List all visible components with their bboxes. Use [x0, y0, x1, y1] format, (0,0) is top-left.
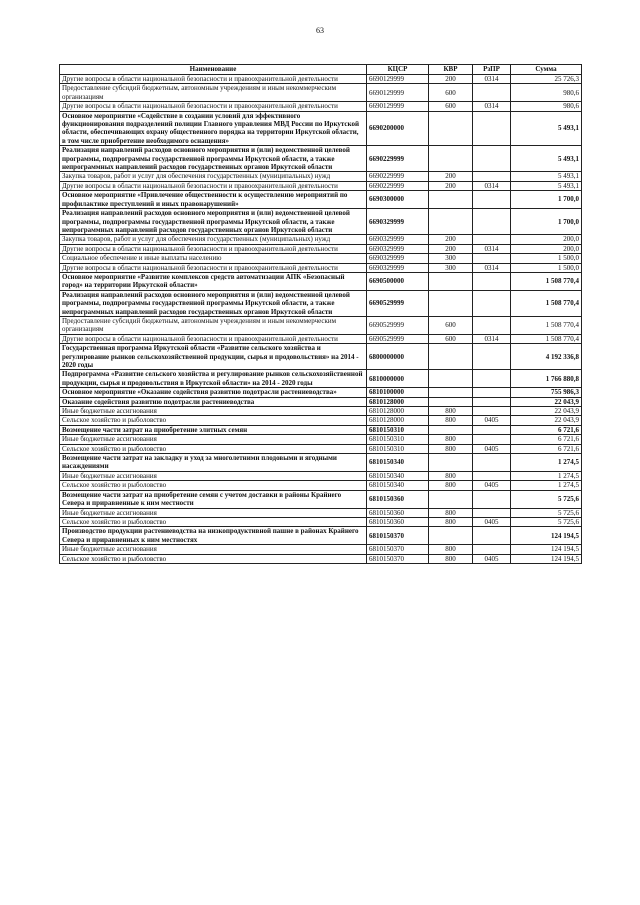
sum-cell: 1 508 770,4 — [511, 334, 582, 343]
name-cell: Подпрограмма «Развитие сельского хозяйства и регулирование рынков сельскохозяйственной продукции, сырья и продовольствия в Иркутской области» на 2014 - 2020 годы — [60, 370, 367, 388]
name-cell: Иные бюджетные ассигнования — [60, 508, 367, 517]
kcsr-cell: 6690329999 — [367, 209, 429, 235]
sum-cell: 5 493,1 — [511, 111, 582, 146]
rzpr-cell: 0314 — [473, 102, 511, 111]
name-cell: Другие вопросы в области национальной безопасности и правоохранительной деятельности — [60, 334, 367, 343]
sum-cell: 25 726,3 — [511, 75, 582, 84]
kvr-cell: 200 — [429, 244, 473, 253]
rzpr-cell — [473, 388, 511, 397]
rzpr-cell — [473, 172, 511, 181]
kcsr-cell: 6800000000 — [367, 344, 429, 370]
sum-cell: 1 700,0 — [511, 209, 582, 235]
kcsr-cell: 6810150310 — [367, 444, 429, 453]
name-cell: Возмещение части затрат на приобретение семян с учетом доставки в районы Крайнего Севера и приравненные к ним местности — [60, 490, 367, 508]
name-cell: Сельское хозяйство и рыболовство — [60, 517, 367, 526]
name-cell: Сельское хозяйство и рыболовство — [60, 481, 367, 490]
sum-cell: 200,0 — [511, 244, 582, 253]
name-cell: Возмещение части затрат на закладку и уход за многолетними плодовыми и ягодными насаждениями — [60, 454, 367, 472]
kcsr-cell: 6690229999 — [367, 172, 429, 181]
kvr-cell — [429, 209, 473, 235]
rzpr-cell — [473, 344, 511, 370]
kvr-cell — [429, 272, 473, 290]
name-cell: Другие вопросы в области национальной безопасности и правоохранительной деятельности — [60, 102, 367, 111]
sum-cell: 1 508 770,4 — [511, 272, 582, 290]
rzpr-cell: 0314 — [473, 263, 511, 272]
table-row — [60, 388, 582, 397]
sum-cell: 5 725,6 — [511, 508, 582, 517]
name-cell: Предоставление субсидий бюджетным, автономным учреждениям и иным некоммерческим организациям — [60, 84, 367, 102]
kvr-cell — [429, 397, 473, 406]
rzpr-cell — [473, 490, 511, 508]
sum-cell: 5 725,6 — [511, 490, 582, 508]
table-row — [60, 407, 582, 416]
kvr-cell — [429, 490, 473, 508]
rzpr-cell: 0405 — [473, 517, 511, 526]
kvr-cell: 800 — [429, 444, 473, 453]
table-row — [60, 181, 582, 190]
table-row — [60, 471, 582, 480]
name-cell: Сельское хозяйство и рыболовство — [60, 416, 367, 425]
rzpr-cell: 0405 — [473, 554, 511, 563]
kvr-cell — [429, 370, 473, 388]
table-row — [60, 172, 582, 181]
kcsr-cell: 6810100000 — [367, 388, 429, 397]
rzpr-cell — [473, 454, 511, 472]
kvr-cell: 800 — [429, 517, 473, 526]
table-row — [60, 75, 582, 84]
sum-cell: 6 721,6 — [511, 435, 582, 444]
kvr-cell — [429, 388, 473, 397]
kcsr-cell: 6690500000 — [367, 272, 429, 290]
name-cell: Иные бюджетные ассигнования — [60, 407, 367, 416]
page-number: 63 — [316, 26, 324, 35]
kcsr-cell: 6690129999 — [367, 102, 429, 111]
sum-cell: 1 274,5 — [511, 481, 582, 490]
kcsr-cell: 6810150360 — [367, 490, 429, 508]
table-row — [60, 334, 582, 343]
kvr-cell: 600 — [429, 102, 473, 111]
rzpr-cell: 0405 — [473, 481, 511, 490]
kcsr-cell: 6690329999 — [367, 244, 429, 253]
header-name: Наименование — [60, 65, 367, 75]
kvr-cell: 200 — [429, 172, 473, 181]
kvr-cell: 200 — [429, 75, 473, 84]
table-row — [60, 244, 582, 253]
kvr-cell — [429, 191, 473, 209]
sum-cell: 6 721,6 — [511, 444, 582, 453]
kvr-cell — [429, 146, 473, 172]
sum-cell: 1 508 770,4 — [511, 290, 582, 316]
kcsr-cell: 6810000000 — [367, 370, 429, 388]
name-cell: Производство продукции растениеводства на низкопродуктивной пашне в районах Крайнего Севера и приравненных к ним местностях — [60, 527, 367, 545]
kvr-cell: 800 — [429, 545, 473, 554]
table-row — [60, 191, 582, 209]
name-cell: Реализация направлений расходов основного мероприятия и (или) ведомственной целевой программы, подпрограммы государственной программы Иркутской области, а также непрограммных направлений расходов государственных органов Иркутской области — [60, 146, 367, 172]
table-row — [60, 84, 582, 102]
name-cell: Основное мероприятие «Оказание содействия развитию подотрасли растениеводства» — [60, 388, 367, 397]
table-row — [60, 435, 582, 444]
sum-cell: 1 500,0 — [511, 254, 582, 263]
kvr-cell: 800 — [429, 435, 473, 444]
kvr-cell: 300 — [429, 254, 473, 263]
rzpr-cell — [473, 508, 511, 517]
kvr-cell: 800 — [429, 508, 473, 517]
table-row — [60, 545, 582, 554]
rzpr-cell: 0314 — [473, 75, 511, 84]
table-row — [60, 454, 582, 472]
kvr-cell: 800 — [429, 416, 473, 425]
name-cell: Сельское хозяйство и рыболовство — [60, 554, 367, 563]
kcsr-cell: 6810150360 — [367, 517, 429, 526]
table-body — [60, 75, 582, 564]
name-cell: Реализация направлений расходов основного мероприятия и (или) ведомственной целевой программы, подпрограммы государственной программы Иркутской области, а также непрограммных направлений расходов государственных органов Иркутской области — [60, 209, 367, 235]
kcsr-cell: 6690129999 — [367, 84, 429, 102]
kcsr-cell: 6810150340 — [367, 454, 429, 472]
table-row — [60, 316, 582, 334]
kcsr-cell: 6810150310 — [367, 425, 429, 434]
kcsr-cell: 6690329999 — [367, 235, 429, 244]
table-row — [60, 425, 582, 434]
table-row — [60, 290, 582, 316]
rzpr-cell — [473, 435, 511, 444]
table-row — [60, 416, 582, 425]
sum-cell: 5 493,1 — [511, 146, 582, 172]
sum-cell: 200,0 — [511, 235, 582, 244]
rzpr-cell: 0405 — [473, 444, 511, 453]
sum-cell: 755 986,3 — [511, 388, 582, 397]
rzpr-cell — [473, 290, 511, 316]
kcsr-cell: 6810150310 — [367, 435, 429, 444]
rzpr-cell — [473, 209, 511, 235]
name-cell: Иные бюджетные ассигнования — [60, 435, 367, 444]
kvr-cell: 800 — [429, 481, 473, 490]
kvr-cell — [429, 344, 473, 370]
table-row — [60, 254, 582, 263]
kvr-cell: 200 — [429, 235, 473, 244]
kcsr-cell: 6690200000 — [367, 111, 429, 146]
rzpr-cell — [473, 146, 511, 172]
sum-cell: 980,6 — [511, 84, 582, 102]
name-cell: Реализация направлений расходов основного мероприятия и (или) ведомственной целевой программы, подпрограммы государственной программы Иркутской области, а также непрограммных направлений расходов государственных органов Иркутской области — [60, 290, 367, 316]
header-sum: Сумма — [511, 65, 582, 75]
name-cell: Закупка товаров, работ и услуг для обеспечения государственных (муниципальных) нужд — [60, 235, 367, 244]
rzpr-cell — [473, 316, 511, 334]
kcsr-cell: 6810150370 — [367, 554, 429, 563]
rzpr-cell — [473, 397, 511, 406]
sum-cell: 1 500,0 — [511, 263, 582, 272]
rzpr-cell — [473, 84, 511, 102]
sum-cell: 5 493,1 — [511, 181, 582, 190]
kcsr-cell: 6810128000 — [367, 397, 429, 406]
name-cell: Основное мероприятие «Содействие в создании условий для эффективного функционирования подразделений полиции Главного управления МВД России по Иркутской области, обеспечивающих охрану общественного порядка на территории Иркутской области, в том числе приобретение необходимого оснащения» — [60, 111, 367, 146]
table-row — [60, 102, 582, 111]
table-row — [60, 527, 582, 545]
kcsr-cell: 6810150340 — [367, 471, 429, 480]
name-cell: Иные бюджетные ассигнования — [60, 545, 367, 554]
rzpr-cell — [473, 235, 511, 244]
kcsr-cell: 6690229999 — [367, 181, 429, 190]
table-row — [60, 370, 582, 388]
table-row — [60, 272, 582, 290]
kcsr-cell: 6690329999 — [367, 263, 429, 272]
kvr-cell: 200 — [429, 181, 473, 190]
header-kvr: КВР — [429, 65, 473, 75]
kvr-cell: 600 — [429, 334, 473, 343]
table-row — [60, 344, 582, 370]
kcsr-cell: 6810128000 — [367, 416, 429, 425]
sum-cell: 124 194,5 — [511, 527, 582, 545]
kvr-cell: 600 — [429, 84, 473, 102]
rzpr-cell — [473, 254, 511, 263]
table-row — [60, 209, 582, 235]
kvr-cell: 800 — [429, 407, 473, 416]
table-row — [60, 444, 582, 453]
sum-cell: 1 274,5 — [511, 471, 582, 480]
rzpr-cell: 0314 — [473, 181, 511, 190]
kcsr-cell: 6690229999 — [367, 146, 429, 172]
kcsr-cell: 6690529999 — [367, 334, 429, 343]
rzpr-cell: 0314 — [473, 334, 511, 343]
kvr-cell: 300 — [429, 263, 473, 272]
kcsr-cell: 6810150340 — [367, 481, 429, 490]
kvr-cell — [429, 425, 473, 434]
name-cell: Сельское хозяйство и рыболовство — [60, 444, 367, 453]
sum-cell: 1 274,5 — [511, 454, 582, 472]
kcsr-cell: 6690529999 — [367, 290, 429, 316]
name-cell: Основное мероприятие «Развитие комплексов средств автоматизации АПК «Безопасный город» на территории Иркутской области» — [60, 272, 367, 290]
sum-cell: 980,6 — [511, 102, 582, 111]
sum-cell: 5 493,1 — [511, 172, 582, 181]
kcsr-cell: 6810128000 — [367, 407, 429, 416]
sum-cell: 22 043,9 — [511, 397, 582, 406]
sum-cell: 1 766 880,8 — [511, 370, 582, 388]
table-row — [60, 490, 582, 508]
table-row — [60, 111, 582, 146]
name-cell: Другие вопросы в области национальной безопасности и правоохранительной деятельности — [60, 263, 367, 272]
kcsr-cell: 6690329999 — [367, 254, 429, 263]
name-cell: Другие вопросы в области национальной безопасности и правоохранительной деятельности — [60, 75, 367, 84]
sum-cell: 6 721,6 — [511, 425, 582, 434]
kvr-cell: 800 — [429, 471, 473, 480]
rzpr-cell — [473, 111, 511, 146]
sum-cell: 124 194,5 — [511, 545, 582, 554]
rzpr-cell — [473, 407, 511, 416]
sum-cell: 22 043,9 — [511, 407, 582, 416]
table-row — [60, 481, 582, 490]
sum-cell: 1 700,0 — [511, 191, 582, 209]
name-cell: Другие вопросы в области национальной безопасности и правоохранительной деятельности — [60, 244, 367, 253]
table-row — [60, 146, 582, 172]
kcsr-cell: 6810150360 — [367, 508, 429, 517]
rzpr-cell — [473, 527, 511, 545]
rzpr-cell — [473, 272, 511, 290]
name-cell: Возмещение части затрат на приобретение элитных семян — [60, 425, 367, 434]
rzpr-cell — [473, 545, 511, 554]
name-cell: Оказание содействия развитию подотрасли растениеводства — [60, 397, 367, 406]
kcsr-cell: 6690300000 — [367, 191, 429, 209]
rzpr-cell — [473, 425, 511, 434]
name-cell: Иные бюджетные ассигнования — [60, 471, 367, 480]
name-cell: Социальное обеспечение и иные выплаты населению — [60, 254, 367, 263]
budget-table — [59, 64, 582, 564]
kcsr-cell: 6690529999 — [367, 316, 429, 334]
header-rzpr: РзПР — [473, 65, 511, 75]
table-row — [60, 517, 582, 526]
table-header-row — [60, 65, 582, 75]
name-cell: Предоставление субсидий бюджетным, автономным учреждениям и иным некоммерческим организациям — [60, 316, 367, 334]
table-row — [60, 397, 582, 406]
name-cell: Другие вопросы в области национальной безопасности и правоохранительной деятельности — [60, 181, 367, 190]
kvr-cell: 800 — [429, 554, 473, 563]
rzpr-cell — [473, 191, 511, 209]
kvr-cell — [429, 290, 473, 316]
table-row — [60, 508, 582, 517]
sum-cell: 4 192 336,8 — [511, 344, 582, 370]
table-row — [60, 235, 582, 244]
table-row — [60, 263, 582, 272]
table-row — [60, 554, 582, 563]
sum-cell: 22 043,9 — [511, 416, 582, 425]
rzpr-cell — [473, 370, 511, 388]
rzpr-cell — [473, 471, 511, 480]
sum-cell: 5 725,6 — [511, 517, 582, 526]
header-kcsr: КЦСР — [367, 65, 429, 75]
kcsr-cell: 6810150370 — [367, 527, 429, 545]
kvr-cell — [429, 111, 473, 146]
kvr-cell — [429, 454, 473, 472]
rzpr-cell: 0405 — [473, 416, 511, 425]
kcsr-cell: 6810150370 — [367, 545, 429, 554]
name-cell: Основное мероприятие «Привлечение общественности к осуществлению мероприятий по профилактике преступлений и иных правонарушений» — [60, 191, 367, 209]
kvr-cell — [429, 527, 473, 545]
name-cell: Государственная программа Иркутской области «Развитие сельского хозяйства и регулирование рынков сельскохозяйственной продукции, сырья и продовольствия» на 2014 - 2020 годы — [60, 344, 367, 370]
name-cell: Закупка товаров, работ и услуг для обеспечения государственных (муниципальных) нужд — [60, 172, 367, 181]
rzpr-cell: 0314 — [473, 244, 511, 253]
kcsr-cell: 6690129999 — [367, 75, 429, 84]
sum-cell: 124 194,5 — [511, 554, 582, 563]
sum-cell: 1 508 770,4 — [511, 316, 582, 334]
kvr-cell: 600 — [429, 316, 473, 334]
